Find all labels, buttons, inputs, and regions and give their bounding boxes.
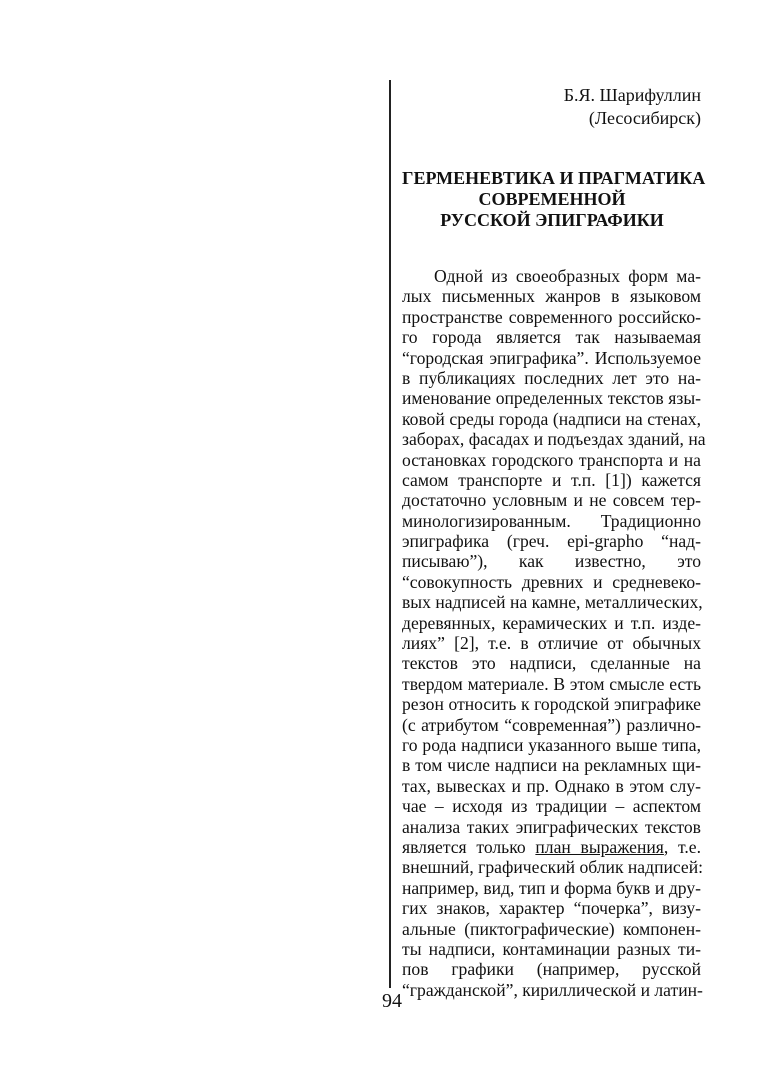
body-line: Одной из своеобразных форм ма- — [434, 266, 701, 286]
body-line: вых надписей на камне, металлических, — [402, 592, 703, 613]
article-title — [402, 168, 706, 231]
body-line: остановках городского транспорта и на — [402, 449, 701, 470]
body-line: в том числе надписи на рекламных щи- — [402, 755, 701, 776]
body-line: резон относить к городской эпиграфике — [402, 694, 701, 715]
body-line: деревянных, керамических и т.п. изде- — [402, 612, 701, 633]
body-line: именование определенных текстов язы- — [402, 388, 701, 409]
body-line: анализа таких эпиграфических текстов — [402, 816, 701, 837]
author-name: Б.Я. Шарифуллин — [563, 85, 701, 105]
body-line: (с атрибутом “современная”) различно- — [402, 714, 701, 735]
vertical-margin-rule — [389, 80, 391, 988]
body-line: пространстве современного российско- — [402, 306, 701, 327]
title-line: РУССКОЙ ЭПИГРАФИКИ — [440, 210, 664, 230]
body-line: чае – исходя из традиции – аспектом — [402, 796, 701, 817]
body-line: достаточно условным и не совсем тер- — [402, 490, 701, 511]
body-line: го города является так называемая — [402, 327, 701, 348]
page-number: 94 — [382, 990, 402, 1012]
underlined-phrase: план выражения — [535, 836, 664, 857]
body-line: например, вид, тип и форма букв и дру- — [402, 877, 701, 898]
body-line: писываю”), как известно, это — [402, 551, 701, 572]
body-line: лиях” [2], т.е. в отличие от обычных — [402, 633, 701, 654]
body-line: тах, вывесках и пр. Однако в этом слу- — [402, 775, 701, 796]
body-line: гих знаков, характер “почерка”, визу- — [402, 898, 701, 919]
body-line: альные (пиктографические) компонен- — [402, 918, 701, 939]
body-line: “совокупность древних и средневеко- — [402, 571, 701, 592]
body-line: “гражданской”, кириллической и латин- — [402, 979, 703, 1000]
body-line: внешний, графический облик надписей: — [402, 857, 704, 878]
body-line: заборах, фасадах и подъездах зданий, на — [402, 429, 706, 450]
author-city: (Лесосибирск) — [588, 108, 701, 128]
body-line: твердом материале. В этом смысле есть — [402, 673, 701, 694]
body-line: пов графики (например, русской — [402, 959, 701, 980]
body-line-with-underline — [402, 837, 701, 857]
body-line: ты надписи, контаминации разных ти- — [402, 938, 701, 959]
body-line: в публикациях последних лет это на- — [402, 367, 701, 388]
title-line: ГЕРМЕНЕВТИКА И ПРАГМАТИКА — [402, 168, 706, 188]
body-line: ковой среды города (надписи на стенах, — [402, 408, 701, 429]
body-line: самом транспорте и т.п. [1]) кажется — [402, 469, 701, 490]
article-body — [402, 266, 706, 1000]
body-line: эпиграфика (греч. epi-grapho “над- — [402, 531, 701, 552]
body-line: го рода надписи указанного выше типа, — [402, 734, 701, 755]
line-segment: , т.е. — [663, 836, 701, 857]
body-line: лых письменных жанров в языковом — [402, 286, 701, 307]
body-line: минологизированным. Традиционно — [402, 510, 701, 531]
author-block — [564, 84, 701, 130]
body-line: текстов это надписи, сделанные на — [402, 653, 701, 674]
line-segment: является только — [402, 836, 526, 857]
title-line: СОВРЕМЕННОЙ — [478, 189, 626, 209]
body-line: “городская эпиграфика”. Используемое — [402, 347, 701, 368]
